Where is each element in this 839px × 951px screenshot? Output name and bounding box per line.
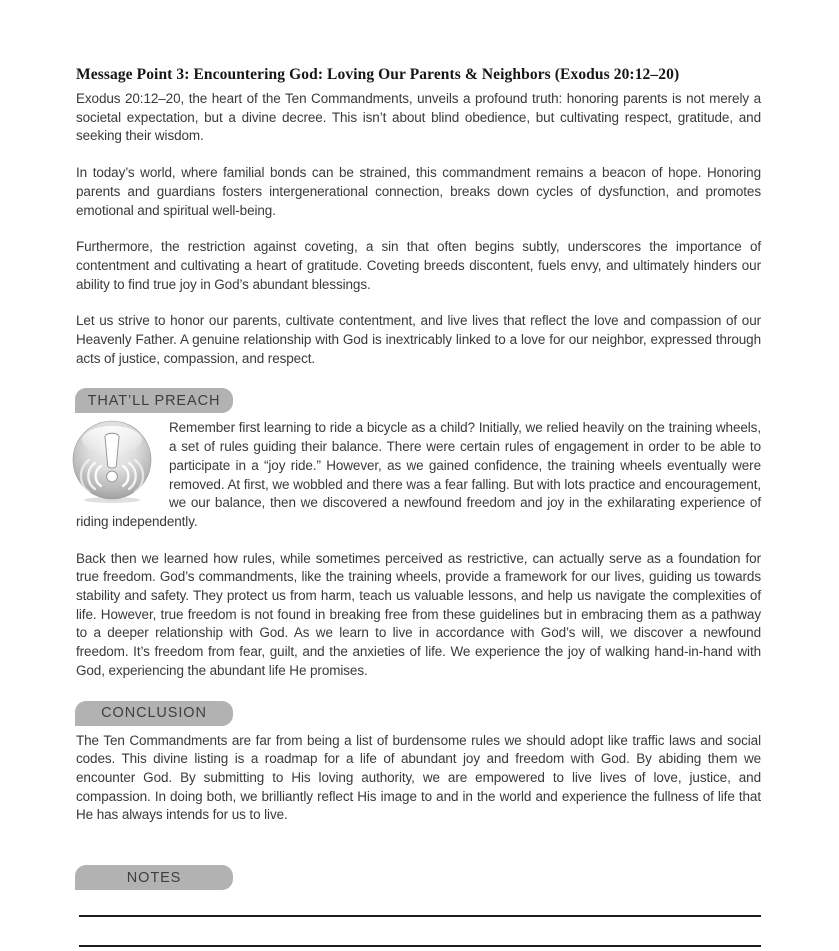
section-tab-conclusion (75, 701, 233, 726)
section-tab-label: NOTES (126, 869, 182, 886)
section-tab-label: CONCLUSION (101, 705, 207, 722)
intro-paragraph-3: Furthermore, the restriction against coveting, a sin that often begins subtly, underscores the importance of contentment and cultivating a heart of gratitude. Coveting breeds discontent, fuels envy, and ultimately hinders our ability to find true joy in God’s abundant blessings. (76, 239, 761, 292)
intro-paragraph-1: Exodus 20:12–20, the heart of the Ten Commandments, unveils a profound truth: honoring parents is not merely a societal expectation, but a divine decree. This isn’t about blind obedience, but cultivating respect, gratitude, and seeking their wisdom. (76, 91, 761, 144)
message-point-heading: Message Point 3: Encountering God: Loving Our Parents & Neighbors (Exodus 20:12–20) (76, 66, 680, 83)
notes-ruled-line (79, 915, 761, 917)
preach-paragraph-1-text: Remember first learning to ride a bicycle as a child? Initially, we relied heavily on the training wheels, a set of rules guiding their balance. There were certain rules of engagement in order to be able to participate in a “joy ride.” However, as we gained confidence, the training wheels eventually were removed. At first, we wobbled and there was a fear falling. But with lots practice and encouragement, we our balance, then we discovered a newfound freedom and joy in the exhilarating experience of riding independently. (76, 420, 761, 529)
preach-paragraph-2: Back then we learned how rules, while sometimes perceived as restrictive, can actually serve as a foundation for true freedom. God’s commandments, like the training wheels, provide a framework for our lives, guiding us towards stability and safety. They protect us from harm, teach us valuable lessons, and help us navigate the complexities of life. However, true freedom is not found in breaking free from these guidelines but in embracing them as a pathway to a deeper relationship with God. As we learn to live in accordance with God’s will, we discover a newfound freedom. It’s freedom from fear, guilt, and the anxieties of life. We experience the joy of walking hand-in-hand with God, experiencing the abundant life He promises. (76, 550, 761, 678)
section-tab-thatll-preach (75, 388, 233, 413)
exclamation-sound-waves-icon (72, 419, 152, 509)
section-tab-notes (75, 865, 233, 890)
notes-ruled-line (79, 945, 761, 947)
section-tab-label: THAT’LL PREACH (87, 392, 221, 409)
conclusion-paragraph: The Ten Commandments are far from being a list of burdensome rules we should adopt like traffic laws and social codes. This divine listing is a roadmap for a life of abundant joy and freedom with God. By abiding them we encounter God. By submitting to His loving authority, we are empowered to live lives of love, justice, and compassion. In doing both, we brilliantly reflect His image to and in the world and experience the fullness of life that He has always intends for us to live. (76, 732, 761, 823)
preach-paragraph-1 (76, 419, 761, 531)
intro-paragraph-4: Let us strive to honor our parents, cultivate contentment, and live lives that reflect the love and compassion of our Heavenly Father. A genuine relationship with God is inextricably linked to a love for our neighbor, expressed through acts of justice, compassion, and respect. (76, 313, 761, 366)
intro-paragraph-2: In today’s world, where familial bonds can be strained, this commandment remains a beacon of hope. Honoring parents and guardians fosters intergenerational connection, breaks down cycles of dysfunction, and promotes emotional and spiritual well-being. (76, 165, 761, 218)
